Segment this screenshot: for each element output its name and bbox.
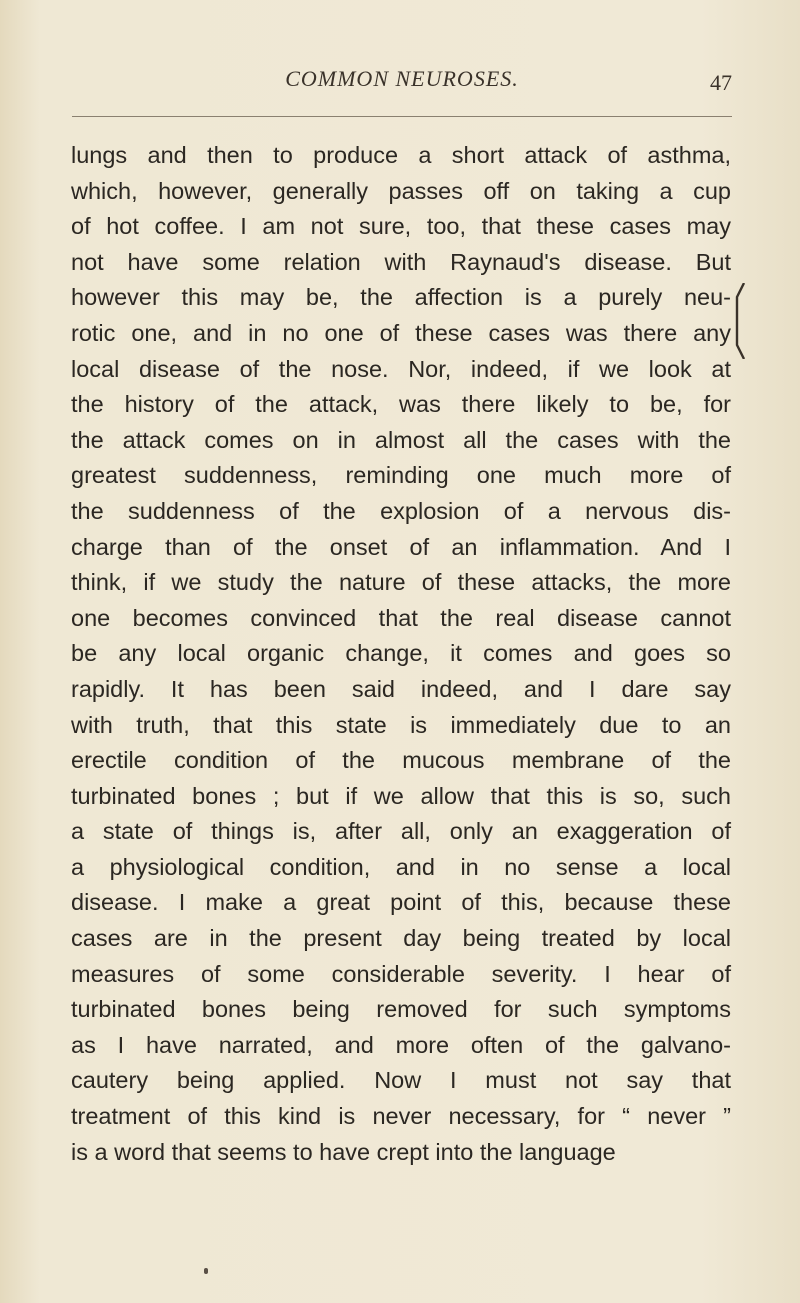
text-line: cautery being applied. Now I must not say that: [71, 1067, 731, 1094]
text-line: greatest suddenness, reminding one much more of: [71, 462, 731, 489]
text-line: cases are in the present day being treated by local: [71, 925, 731, 952]
text-line: turbinated bones ; but if we allow that this is so, such: [71, 782, 731, 809]
text-line: the history of the attack, was there likely to be, for: [71, 391, 731, 418]
text-line: is a word that seems to have crept into the language: [71, 1138, 616, 1165]
text-line: disease. I make a great point of this, because these: [71, 889, 731, 916]
text-line: which, however, generally passes off on taking a cup: [71, 177, 731, 204]
text-line: be any local organic change, it comes and goes so: [71, 640, 731, 667]
text-line: local disease of the nose. Nor, indeed, if we look at: [71, 355, 731, 382]
text-line: with truth, that this state is immediately due to an: [71, 711, 731, 738]
text-line: one becomes convinced that the real disease cannot: [71, 604, 731, 631]
print-speck: [204, 1268, 208, 1274]
text-line: rapidly. It has been said indeed, and I dare say: [71, 675, 731, 702]
page-number: 47: [710, 70, 732, 95]
text-line: of hot coffee. I am not sure, too, that these cases may: [71, 213, 731, 240]
running-title: COMMON NEUROSES.: [285, 66, 519, 91]
text-line: the attack comes on in almost all the cases with the: [71, 426, 731, 453]
text-line: the suddenness of the explosion of a nervous dis-: [71, 497, 731, 524]
text-line: not have some relation with Raynaud's disease. But: [71, 248, 731, 275]
text-line: however this may be, the affection is a purely neu-: [71, 284, 731, 311]
text-line: think, if we study the nature of these attacks, the more: [71, 569, 731, 596]
header-rule: [72, 116, 732, 117]
margin-bracket-mark: [734, 283, 746, 359]
text-line: lungs and then to produce a short attack of asthma,: [71, 142, 731, 168]
text-line: a state of things is, after all, only an exaggeration of: [71, 818, 731, 845]
text-line: charge than of the onset of an inflammation. And I: [71, 533, 731, 560]
text-line: erectile condition of the mucous membrane of the: [71, 747, 731, 774]
text-line: a physiological condition, and in no sense a local: [71, 853, 731, 880]
text-line: measures of some considerable severity. I hear of: [71, 960, 731, 987]
text-line: rotic one, and in no one of these cases was there any: [71, 319, 731, 346]
body-text: [71, 138, 731, 1170]
page-header: [72, 66, 732, 102]
text-line: treatment of this kind is never necessary, for “ never ”: [71, 1103, 731, 1130]
text-line: as I have narrated, and more often of the galvano-: [71, 1031, 731, 1058]
text-line: turbinated bones being removed for such symptoms: [71, 996, 731, 1023]
